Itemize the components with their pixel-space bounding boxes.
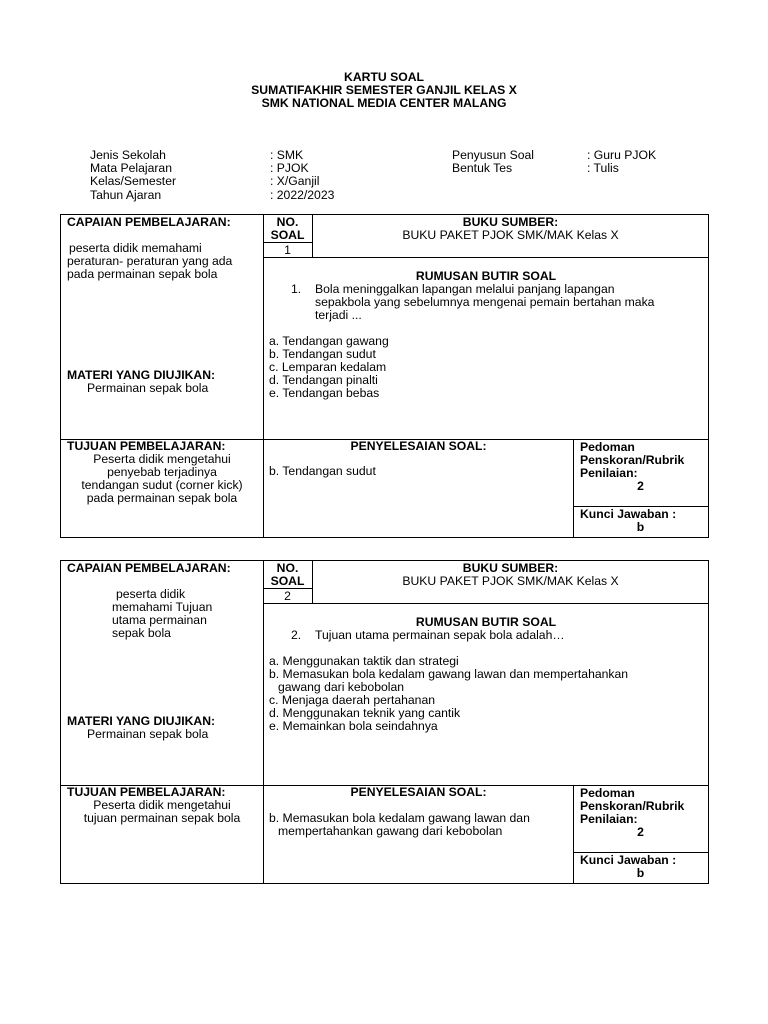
buku-value: BUKU PAKET PJOK SMK/MAK Kelas X [402, 574, 619, 588]
pedoman-label: Pedoman [580, 786, 635, 800]
buku-label: BUKU SUMBER: [462, 561, 559, 575]
bentuk-label: Bentuk Tes [452, 161, 513, 176]
buku-label: BUKU SUMBER: [462, 215, 559, 229]
document-header [0, 71, 768, 110]
question-text: Tujuan utama permainan sepak bola adalah… [315, 628, 565, 642]
header-school: SMK NATIONAL MEDIA CENTER MALANG [261, 96, 507, 110]
penyelesaian-text: b. Tendangan sudut [269, 464, 376, 478]
tujuan-label: TUJUAN PEMBELAJARAN: [67, 439, 226, 453]
capaian-text: peserta didik memahami [69, 241, 202, 255]
tahun-value: : 2022/2023 [270, 187, 335, 202]
mata-pelajaran-label: Mata Pelajaran [90, 161, 172, 176]
jenis-sekolah-value: : SMK [270, 148, 304, 162]
pedoman-label: Penilaian: [580, 466, 638, 480]
penyelesaian-label: PENYELESAIAN SOAL: [350, 785, 487, 799]
bentuk-value: : Tulis [587, 161, 619, 176]
kunci-value: b [636, 866, 645, 880]
kelas-label: Kelas/Semester [90, 174, 177, 189]
capaian-label: CAPAIAN PEMBELAJARAN: [67, 561, 231, 575]
penyusun-label: Penyusun Soal [452, 148, 534, 162]
capaian-text: sepak bola [112, 626, 171, 640]
capaian-text: peserta didik [116, 587, 186, 601]
option-d: d. Menggunakan teknik yang cantik [269, 706, 461, 720]
buku-value: BUKU PAKET PJOK SMK/MAK Kelas X [402, 228, 619, 242]
question-number: 2. [291, 628, 302, 642]
capaian-text: pada permainan sepak bola [67, 267, 218, 281]
tujuan-text: Peserta didik mengetahui [93, 798, 231, 812]
no-label: NO. [276, 215, 299, 229]
question-text: sepakbola yang sebelumnya mengenai pemain bertahan maka [315, 295, 655, 309]
option-d: d. Tendangan pinalti [269, 373, 378, 387]
tujuan-text: tujuan permainan sepak bola [83, 811, 241, 825]
materi-value: Permainan sepak bola [87, 381, 209, 395]
question-text: Bola meninggalkan lapangan melalui panjang lapangan [315, 282, 615, 296]
option-a: a. Tendangan gawang [269, 334, 389, 348]
question-text: terjadi ... [315, 308, 362, 322]
info-row [90, 162, 710, 175]
mata-pelajaran-value: : PJOK [270, 161, 309, 176]
pedoman-score: 2 [637, 479, 644, 493]
option-e: e. Tendangan bebas [269, 386, 380, 400]
penyelesaian-text: b. Memasukan bola kedalam gawang lawan dan [269, 811, 530, 825]
penyelesaian-label: PENYELESAIAN SOAL: [350, 439, 487, 453]
tujuan-text: Peserta didik mengetahui [93, 452, 231, 466]
kunci-value: b [636, 520, 645, 534]
option-c: c. Menjaga daerah pertahanan [269, 693, 436, 707]
soal-label: SOAL [270, 228, 305, 242]
tahun-label: Tahun Ajaran [90, 187, 162, 202]
option-b: b. Memasukan bola kedalam gawang lawan dan mempertahankan [269, 667, 629, 681]
pedoman-label: Pedoman [580, 440, 635, 454]
divider [263, 257, 708, 258]
question-card-2 [60, 560, 709, 884]
no-label: NO. [276, 561, 299, 575]
question-number: 1. [291, 282, 302, 296]
materi-value: Permainan sepak bola [87, 727, 209, 741]
penyelesaian-text: mempertahankan gawang dari kebobolan [278, 824, 503, 838]
tujuan-label: TUJUAN PEMBELAJARAN: [67, 785, 226, 799]
jenis-sekolah-label: Jenis Sekolah [90, 148, 166, 162]
rumusan-label: RUMUSAN BUTIR SOAL [415, 269, 557, 283]
option-a: a. Menggunakan taktik dan strategi [269, 654, 459, 668]
penyusun-value: : Guru PJOK [587, 148, 657, 162]
info-block [90, 149, 710, 202]
no-value: 2 [284, 589, 291, 603]
divider [263, 603, 708, 604]
header-title: KARTU SOAL [344, 70, 424, 84]
capaian-label: CAPAIAN PEMBELAJARAN: [67, 215, 231, 229]
capaian-text: utama permainan [112, 613, 207, 627]
pedoman-label: Penskoran/Rubrik [580, 453, 685, 467]
kunci-label: Kunci Jawaban : [580, 853, 677, 867]
capaian-text: memahami Tujuan [112, 600, 213, 614]
option-b-continued: gawang dari kebobolan [278, 680, 405, 694]
option-b: b. Tendangan sudut [269, 347, 376, 361]
pedoman-label: Penilaian: [580, 812, 638, 826]
materi-label: MATERI YANG DIUJIKAN: [67, 368, 216, 382]
info-row [90, 175, 710, 188]
soal-label: SOAL [270, 574, 305, 588]
header-subtitle: SUMATIFAKHIR SEMESTER GANJIL KELAS X [251, 83, 517, 97]
no-value: 1 [284, 243, 291, 257]
kelas-value: : X/Ganjil [270, 174, 320, 189]
pedoman-label: Penskoran/Rubrik [580, 799, 685, 813]
info-row [90, 189, 710, 202]
kunci-label: Kunci Jawaban : [580, 507, 677, 521]
question-card-1 [60, 214, 709, 538]
tujuan-text: pada permainan sepak bola [86, 491, 238, 505]
pedoman-score: 2 [637, 825, 644, 839]
option-c: c. Lemparan kedalam [269, 360, 387, 374]
tujuan-text: penyebab terjadinya [107, 465, 217, 479]
rumusan-label: RUMUSAN BUTIR SOAL [415, 615, 557, 629]
divider [263, 561, 264, 883]
capaian-text: peraturan- peraturan yang ada [67, 254, 233, 268]
divider [263, 215, 264, 537]
materi-label: MATERI YANG DIUJIKAN: [67, 714, 216, 728]
option-e: e. Memainkan bola seindahnya [269, 719, 438, 733]
tujuan-text: tendangan sudut (corner kick) [81, 478, 243, 492]
